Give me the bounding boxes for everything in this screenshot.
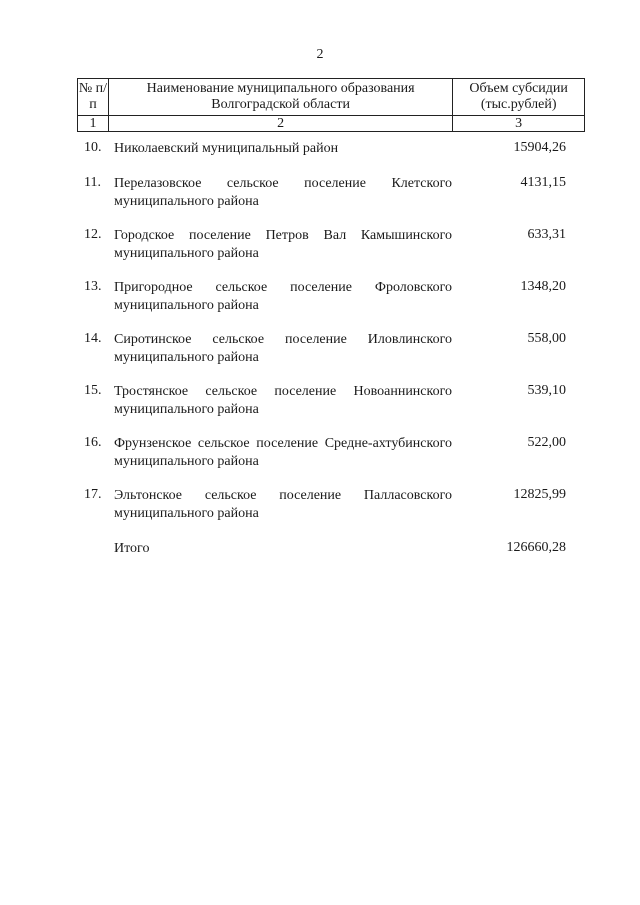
column-number-2: 2 — [108, 116, 452, 132]
municipality-name: Городское поселение Петров Вал Камышинского муниципального района — [114, 228, 452, 261]
row-number: 12. — [84, 227, 102, 242]
municipality-name: Николаевский муниципальный район — [114, 141, 339, 156]
subsidy-value: 12825,99 — [513, 487, 566, 502]
subsidy-value: 15904,26 — [513, 140, 566, 155]
row-number: 17. — [84, 487, 102, 502]
subsidy-value: 558,00 — [527, 331, 566, 346]
municipality-name: Фрунзенское сельское поселение Средне-ахтубинского муниципального района — [114, 436, 452, 469]
row-number: 11. — [84, 175, 101, 190]
row-number: 10. — [84, 140, 102, 155]
header-name: Наименование муниципального образования Волгоградской области — [108, 79, 452, 116]
row-number: 15. — [84, 383, 102, 398]
subsidy-value: 522,00 — [527, 435, 566, 450]
column-number-3: 3 — [453, 116, 585, 132]
row-number: 13. — [84, 279, 102, 294]
header-num: № п/п — [78, 79, 109, 116]
column-number-1: 1 — [78, 116, 109, 132]
subsidy-value: 633,31 — [527, 227, 566, 242]
total-value: 126660,28 — [506, 540, 566, 555]
total-label: Итого — [114, 541, 150, 556]
subsidy-value: 539,10 — [527, 383, 566, 398]
header-value: Объем субсидии (тыс.рублей) — [453, 79, 585, 116]
page-number: 2 — [316, 47, 324, 62]
municipality-name: Перелазовское сельское поселение Клетского муниципального района — [114, 176, 452, 209]
row-number: 16. — [84, 435, 102, 450]
municipality-name: Сиротинское сельское поселение Иловлинского муниципального района — [114, 332, 452, 365]
row-number: 14. — [84, 331, 102, 346]
municipality-name: Тростянское сельское поселение Новоаннинского муниципального района — [114, 384, 452, 417]
municipality-name: Пригородное сельское поселение Фроловского муниципального района — [114, 280, 452, 313]
municipality-name: Эльтонское сельское поселение Палласовского муниципального района — [114, 488, 452, 521]
subsidy-value: 4131,15 — [520, 175, 566, 190]
subsidy-value: 1348,20 — [520, 279, 566, 294]
subsidy-table-header — [77, 78, 585, 132]
